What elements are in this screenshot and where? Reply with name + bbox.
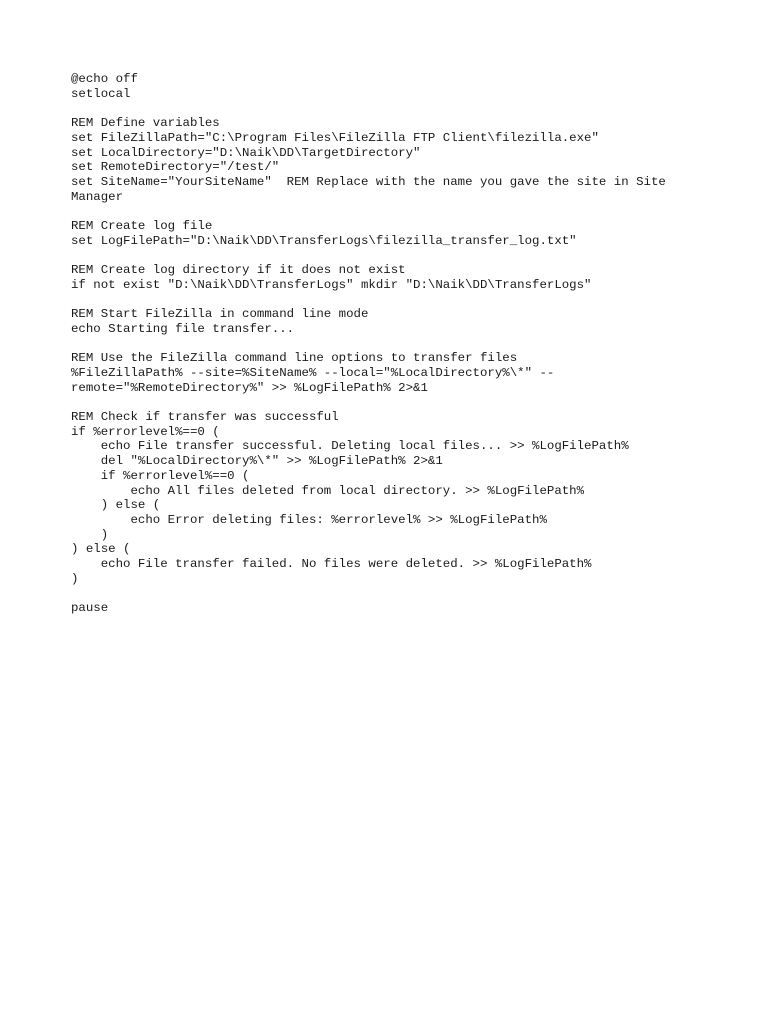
code-line: ) else (: [71, 498, 161, 513]
code-line: set LogFilePath="D:\Naik\DD\TransferLogs\filezilla_transfer_log.txt": [71, 233, 577, 248]
code-line: echo Error deleting files: %errorlevel% >> %LogFilePath%: [71, 513, 547, 527]
code-line: set LocalDirectory="D:\Naik\DD\TargetDirectory": [71, 145, 421, 160]
code-line: REM Use the FileZilla command line options to transfer files: [71, 351, 518, 366]
code-line: [71, 204, 711, 219]
code-line: set FileZillaPath="C:\Program Files\FileZilla FTP Client\filezilla.exe": [71, 130, 599, 145]
code-line: ) else (: [71, 542, 131, 557]
code-line: ): [71, 527, 109, 542]
code-line: REM Define variables: [71, 116, 220, 131]
code-line: set SiteName="YourSiteName" REM Replace with the name you gave the site in Site: [71, 174, 666, 189]
code-line: echo All files deleted from local directory. >> %LogFilePath%: [71, 483, 585, 498]
code-line: if %errorlevel%==0 (: [71, 468, 250, 483]
code-line: del "%LocalDirectory%\*" >> %LogFilePath% 2>&1: [71, 454, 443, 469]
code-line: ): [71, 571, 79, 586]
code-line: REM Create log file: [71, 219, 213, 233]
batch-script-text: [71, 72, 711, 616]
code-line: REM Check if transfer was successful: [71, 410, 339, 425]
code-line: [71, 337, 711, 352]
code-line: [71, 101, 711, 116]
code-line: echo Starting file transfer...: [71, 321, 295, 336]
code-line: pause: [71, 601, 109, 616]
code-line: @echo off: [71, 72, 138, 86]
code-line: if %errorlevel%==0 (: [71, 424, 220, 439]
code-line: echo File transfer successful. Deleting local files... >> %LogFilePath%: [71, 439, 629, 454]
code-line: [71, 587, 711, 602]
code-line: echo File transfer failed. No files were deleted. >> %LogFilePath%: [71, 557, 592, 572]
code-line: set RemoteDirectory="/test/": [71, 160, 280, 175]
code-line: REM Create log directory if it does not exist: [71, 263, 406, 278]
code-line: Manager: [71, 189, 124, 204]
code-line: [71, 248, 711, 263]
code-line: [71, 395, 711, 410]
code-line: if not exist "D:\Naik\DD\TransferLogs" mkdir "D:\Naik\DD\TransferLogs": [71, 277, 592, 292]
code-line: remote="%RemoteDirectory%" >> %LogFilePath% 2>&1: [71, 380, 428, 395]
code-line: %FileZillaPath% --site=%SiteName% --local="%LocalDirectory%\*" --: [71, 365, 555, 380]
code-line: [71, 293, 711, 308]
code-line: REM Start FileZilla in command line mode: [71, 307, 369, 322]
code-line: setlocal: [71, 86, 131, 101]
